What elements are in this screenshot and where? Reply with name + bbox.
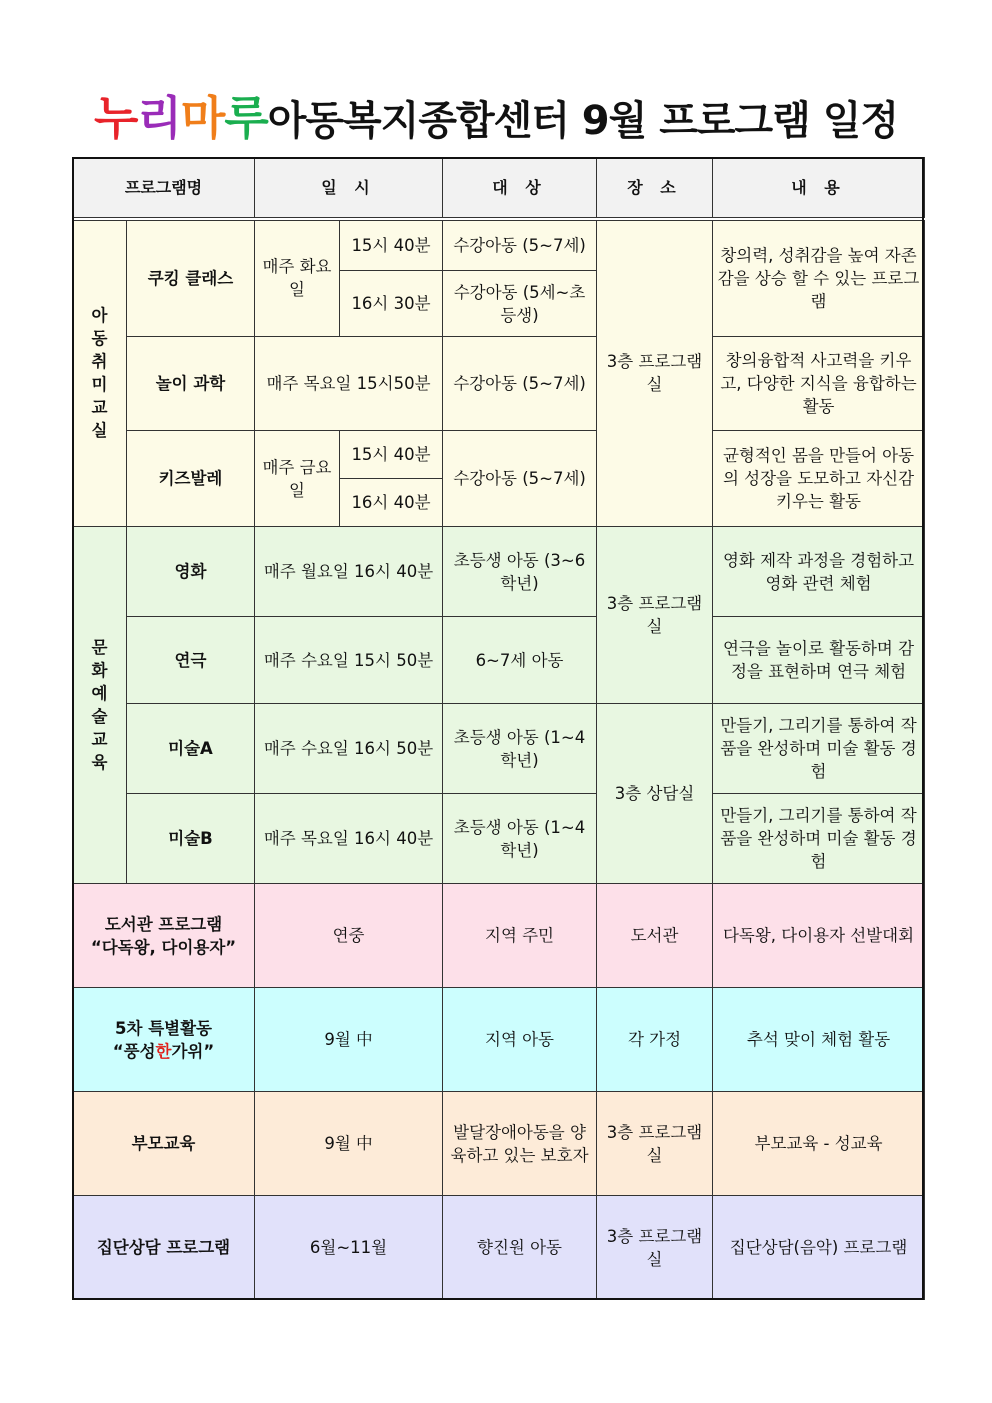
parent-target: 발달장애아동을 양육하고 있는 보호자: [443, 1092, 597, 1196]
counsel-content: 집단상담(음악) 프로그램: [713, 1196, 925, 1300]
parent-place: 3층 프로그램실: [597, 1092, 713, 1196]
counsel-target: 향진원 아동: [443, 1196, 597, 1300]
program-library: [73, 884, 255, 988]
header-row: [73, 158, 925, 219]
program-science: 놀이 과학: [127, 337, 255, 431]
art-b-datetime: 매주 목요일 16시 40분: [255, 794, 443, 884]
header-content: 내 용: [713, 158, 925, 219]
program-art-a: 미술A: [127, 704, 255, 794]
art-a-content: 만들기, 그리기를 통하여 작품을 완성하며 미술 활동 경험: [713, 704, 925, 794]
table-row: [73, 219, 925, 271]
science-target: 수강아동 (5~7세): [443, 337, 597, 431]
special-datetime: 9월 中: [255, 988, 443, 1092]
section-hobby: 아동취미교실: [73, 219, 127, 527]
movie-target: 초등생 아동 (3~6학년): [443, 527, 597, 617]
counsel-datetime: 6월~11월: [255, 1196, 443, 1300]
science-datetime: 매주 목요일 15시50분: [255, 337, 443, 431]
header-place: 장 소: [597, 158, 713, 219]
ballet-day: 매주 금요일: [255, 431, 340, 527]
brand-char-1: 누: [94, 91, 138, 145]
culture-place-1: 3층 프로그램실: [597, 527, 713, 704]
program-parent: 부모교육: [73, 1092, 255, 1196]
schedule-table: [72, 157, 925, 1300]
special-target: 지역 아동: [443, 988, 597, 1092]
program-drama: 연극: [127, 617, 255, 704]
brand-char-2: 리: [137, 91, 181, 145]
table-row: [73, 794, 925, 884]
cooking-time-2: 16시 30분: [340, 271, 443, 337]
table-row: [73, 617, 925, 704]
table-row: [73, 988, 925, 1092]
special-place: 각 가정: [597, 988, 713, 1092]
library-target: 지역 주민: [443, 884, 597, 988]
ballet-time-2: 16시 40분: [340, 479, 443, 527]
drama-content: 연극을 놀이로 활동하며 감정을 표현하며 연극 체험: [713, 617, 925, 704]
table-row: [73, 527, 925, 617]
drama-target: 6~7세 아동: [443, 617, 597, 704]
ballet-time-1: 15시 40분: [340, 431, 443, 479]
special-name-2: “풍성한가위”: [112, 1041, 215, 1061]
brand-char-3: 마: [180, 91, 225, 145]
library-place: 도서관: [597, 884, 713, 988]
movie-content: 영화 제작 과정을 경험하고 영화 관련 체험: [713, 527, 925, 617]
program-movie: 영화: [127, 527, 255, 617]
header-program: 프로그램명: [73, 158, 255, 219]
table-row: [73, 884, 925, 988]
drama-datetime: 매주 수요일 15시 50분: [255, 617, 443, 704]
program-art-b: 미술B: [127, 794, 255, 884]
cooking-time-1: 15시 40분: [340, 219, 443, 271]
parent-datetime: 9월 中: [255, 1092, 443, 1196]
cooking-content: 창의력, 성취감을 높여 자존감을 상승 할 수 있는 프로그램: [713, 219, 925, 337]
art-b-content: 만들기, 그리기를 통하여 작품을 완성하며 미술 활동 경험: [713, 794, 925, 884]
table-row: [73, 1092, 925, 1196]
ballet-target: 수강아동 (5~7세): [443, 431, 597, 527]
brand-char-4: 루: [224, 91, 268, 145]
art-a-target: 초등생 아동 (1~4학년): [443, 704, 597, 794]
art-a-datetime: 매주 수요일 16시 50분: [255, 704, 443, 794]
hobby-place: 3층 프로그램실: [597, 219, 713, 527]
special-content: 추석 맞이 체험 활동: [713, 988, 925, 1092]
table-row: [73, 1196, 925, 1300]
art-b-target: 초등생 아동 (1~4학년): [443, 794, 597, 884]
header-target: 대 상: [443, 158, 597, 219]
cooking-target-2: 수강아동 (5세~초등생): [443, 271, 597, 337]
library-name-2: “다독왕, 다이용자”: [90, 937, 237, 957]
table-row: [73, 704, 925, 794]
cooking-target-1: 수강아동 (5~7세): [443, 219, 597, 271]
special-name-1: 5차 특별활동: [115, 1018, 212, 1038]
header-datetime: 일 시: [255, 158, 443, 219]
title-text: 아동복지종합센터 9월 프로그램 일정: [267, 98, 898, 144]
parent-content: 부모교육 - 성교육: [713, 1092, 925, 1196]
program-cooking: 쿠킹 클래스: [127, 219, 255, 337]
movie-datetime: 매주 월요일 16시 40분: [255, 527, 443, 617]
program-ballet: 키즈발레: [127, 431, 255, 527]
table-row: [73, 337, 925, 431]
counsel-place: 3층 프로그램실: [597, 1196, 713, 1300]
library-datetime: 연중: [255, 884, 443, 988]
page-title: [0, 88, 992, 151]
library-content: 다독왕, 다이용자 선발대회: [713, 884, 925, 988]
ballet-content: 균형적인 몸을 만들어 아동의 성장을 도모하고 자신감 키우는 활동: [713, 431, 925, 527]
cooking-day: 매주 화요일: [255, 219, 340, 337]
science-content: 창의융합적 사고력을 키우고, 다양한 지식을 융합하는 활동: [713, 337, 925, 431]
library-name-1: 도서관 프로그램: [104, 914, 223, 934]
culture-place-2: 3층 상담실: [597, 704, 713, 884]
program-special: [73, 988, 255, 1092]
program-counsel: 집단상담 프로그램: [73, 1196, 255, 1300]
table-row: [73, 431, 925, 479]
special-name-highlight: 한: [155, 1041, 172, 1061]
section-culture: 문화예술교육: [73, 527, 127, 884]
